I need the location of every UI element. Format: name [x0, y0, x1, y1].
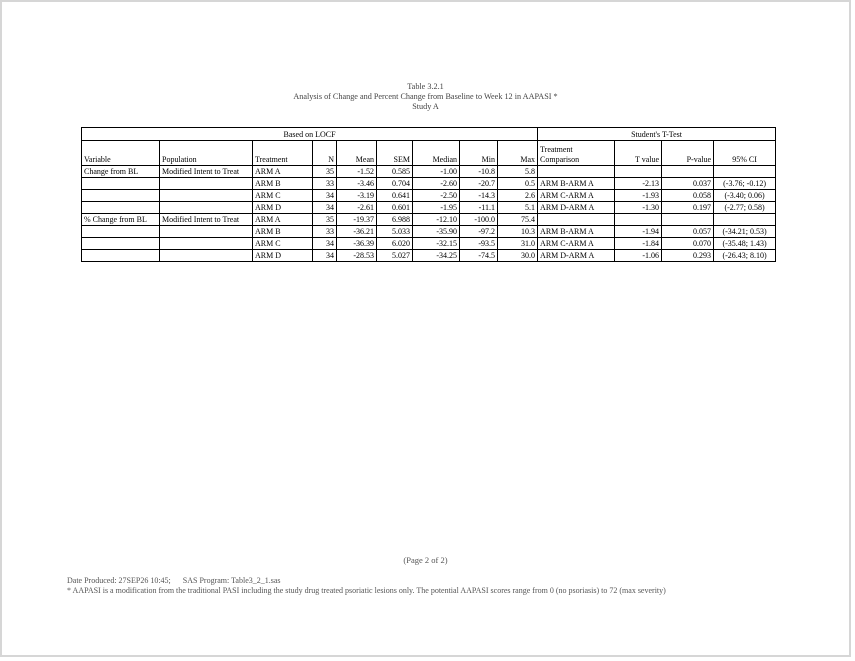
- cell-comparison: ARM C-ARM A: [538, 238, 615, 250]
- cell-ci: (-26.43; 8.10): [714, 250, 776, 262]
- cell-tvalue: -1.30: [615, 202, 662, 214]
- cell-mean: -28.53: [337, 250, 377, 262]
- cell-sem: 6.988: [377, 214, 413, 226]
- cell-ci: (-35.48; 1.43): [714, 238, 776, 250]
- col-header-max: Max: [498, 141, 538, 166]
- cell-median: -12.10: [413, 214, 460, 226]
- cell-mean: -36.39: [337, 238, 377, 250]
- cell-median: -1.95: [413, 202, 460, 214]
- cell-pvalue: 0.070: [662, 238, 714, 250]
- cell-tvalue: [615, 214, 662, 226]
- cell-pvalue: 0.058: [662, 190, 714, 202]
- cell-population: Modified Intent to Treat: [160, 214, 253, 226]
- cell-treatment: ARM C: [253, 238, 313, 250]
- cell-min: -20.7: [460, 178, 498, 190]
- results-table: [81, 127, 776, 262]
- cell-n: 34: [313, 238, 337, 250]
- cell-max: 2.6: [498, 190, 538, 202]
- cell-tvalue: -1.84: [615, 238, 662, 250]
- cell-sem: 0.641: [377, 190, 413, 202]
- cell-ci: (-3.76; -0.12): [714, 178, 776, 190]
- cell-mean: -36.21: [337, 226, 377, 238]
- cell-median: -2.60: [413, 178, 460, 190]
- col-header-ci: 95% CI: [714, 141, 776, 166]
- cell-treatment: ARM A: [253, 214, 313, 226]
- col-header-comparison: [538, 141, 615, 166]
- cell-pvalue: 0.197: [662, 202, 714, 214]
- locf-group-header: Based on LOCF: [82, 128, 538, 141]
- cell-variable: [82, 238, 160, 250]
- cell-variable: [82, 190, 160, 202]
- cell-median: -34.25: [413, 250, 460, 262]
- table-row: [82, 202, 776, 214]
- cell-mean: -3.19: [337, 190, 377, 202]
- cell-pvalue: 0.057: [662, 226, 714, 238]
- col-header-comparison-line1: Treatment: [540, 145, 573, 154]
- table-row: [82, 166, 776, 178]
- cell-n: 33: [313, 226, 337, 238]
- cell-min: -93.5: [460, 238, 498, 250]
- cell-treatment: ARM B: [253, 226, 313, 238]
- cell-variable: [82, 226, 160, 238]
- table-row: [82, 226, 776, 238]
- cell-sem: 0.601: [377, 202, 413, 214]
- cell-max: 10.3: [498, 226, 538, 238]
- cell-variable: Change from BL: [82, 166, 160, 178]
- cell-min: -14.3: [460, 190, 498, 202]
- cell-n: 34: [313, 202, 337, 214]
- column-header-row: [82, 141, 776, 166]
- cell-sem: 5.033: [377, 226, 413, 238]
- study-name: Study A: [412, 102, 439, 111]
- cell-median: -2.50: [413, 190, 460, 202]
- cell-mean: -3.46: [337, 178, 377, 190]
- report-footer: [67, 576, 666, 596]
- cell-ci: (-2.77; 0.58): [714, 202, 776, 214]
- cell-n: 34: [313, 250, 337, 262]
- cell-min: -11.1: [460, 202, 498, 214]
- cell-tvalue: [615, 166, 662, 178]
- cell-max: 75.4: [498, 214, 538, 226]
- footnote: * AAPASI is a modification from the traditional PASI including the study drug treated psoriatic lesions only. The potential AAPASI scores range from 0 (no psoriasis) to 72 (max severity): [67, 586, 666, 595]
- cell-min: -10.8: [460, 166, 498, 178]
- cell-mean: -19.37: [337, 214, 377, 226]
- table-row: [82, 238, 776, 250]
- cell-ci: [714, 214, 776, 226]
- sas-program: SAS Program: Table3_2_1.sas: [182, 576, 281, 585]
- cell-population: [160, 190, 253, 202]
- col-header-median: Median: [413, 141, 460, 166]
- cell-pvalue: [662, 214, 714, 226]
- cell-population: Modified Intent to Treat: [160, 166, 253, 178]
- cell-tvalue: -1.93: [615, 190, 662, 202]
- table-row: [82, 178, 776, 190]
- cell-ci: [714, 166, 776, 178]
- cell-tvalue: -1.94: [615, 226, 662, 238]
- cell-treatment: ARM D: [253, 202, 313, 214]
- cell-max: 30.0: [498, 250, 538, 262]
- cell-n: 33: [313, 178, 337, 190]
- page-number: (Page 2 of 2): [403, 555, 448, 565]
- cell-population: [160, 250, 253, 262]
- table-title: Analysis of Change and Percent Change from Baseline to Week 12 in AAPASI *: [293, 92, 558, 101]
- cell-treatment: ARM C: [253, 190, 313, 202]
- col-header-mean: Mean: [337, 141, 377, 166]
- col-header-treatment: Treatment: [253, 141, 313, 166]
- table-row: [82, 250, 776, 262]
- cell-n: 35: [313, 166, 337, 178]
- cell-mean: -2.61: [337, 202, 377, 214]
- cell-median: -35.90: [413, 226, 460, 238]
- cell-treatment: ARM B: [253, 178, 313, 190]
- cell-mean: -1.52: [337, 166, 377, 178]
- col-header-variable: Variable: [82, 141, 160, 166]
- cell-comparison: ARM D-ARM A: [538, 202, 615, 214]
- cell-pvalue: [662, 166, 714, 178]
- cell-sem: 0.704: [377, 178, 413, 190]
- cell-min: -74.5: [460, 250, 498, 262]
- cell-comparison: ARM B-ARM A: [538, 226, 615, 238]
- cell-comparison: ARM D-ARM A: [538, 250, 615, 262]
- cell-min: -97.2: [460, 226, 498, 238]
- cell-comparison: ARM B-ARM A: [538, 178, 615, 190]
- cell-population: [160, 238, 253, 250]
- cell-variable: [82, 202, 160, 214]
- cell-max: 31.0: [498, 238, 538, 250]
- group-header-row: [82, 128, 776, 141]
- cell-n: 35: [313, 214, 337, 226]
- cell-median: -32.15: [413, 238, 460, 250]
- cell-sem: 5.027: [377, 250, 413, 262]
- table-title-block: [2, 82, 849, 112]
- col-header-comparison-line2: Comparison: [540, 155, 580, 164]
- cell-sem: 0.585: [377, 166, 413, 178]
- cell-treatment: ARM D: [253, 250, 313, 262]
- cell-comparison: [538, 166, 615, 178]
- cell-variable: [82, 178, 160, 190]
- date-produced: Date Produced: 27SEP26 10:45;: [67, 576, 171, 585]
- cell-max: 5.8: [498, 166, 538, 178]
- table-number: Table 3.2.1: [407, 82, 444, 91]
- cell-min: -100.0: [460, 214, 498, 226]
- col-header-population: Population: [160, 141, 253, 166]
- cell-population: [160, 226, 253, 238]
- col-header-pvalue: P-value: [662, 141, 714, 166]
- cell-ci: (-34.21; 0.53): [714, 226, 776, 238]
- cell-pvalue: 0.037: [662, 178, 714, 190]
- footer-production-line: [67, 576, 666, 586]
- cell-ci: (-3.40; 0.06): [714, 190, 776, 202]
- cell-comparison: [538, 214, 615, 226]
- cell-variable: [82, 250, 160, 262]
- ttest-group-header: Student's T-Test: [538, 128, 776, 141]
- table-row: [82, 190, 776, 202]
- cell-sem: 6.020: [377, 238, 413, 250]
- cell-population: [160, 178, 253, 190]
- cell-pvalue: 0.293: [662, 250, 714, 262]
- cell-variable: % Change from BL: [82, 214, 160, 226]
- table-row: [82, 214, 776, 226]
- cell-tvalue: -1.06: [615, 250, 662, 262]
- col-header-min: Min: [460, 141, 498, 166]
- cell-population: [160, 202, 253, 214]
- col-header-sem: SEM: [377, 141, 413, 166]
- cell-median: -1.00: [413, 166, 460, 178]
- cell-max: 0.5: [498, 178, 538, 190]
- col-header-n: N: [313, 141, 337, 166]
- cell-max: 5.1: [498, 202, 538, 214]
- cell-comparison: ARM C-ARM A: [538, 190, 615, 202]
- cell-tvalue: -2.13: [615, 178, 662, 190]
- cell-treatment: ARM A: [253, 166, 313, 178]
- col-header-tvalue: T value: [615, 141, 662, 166]
- cell-n: 34: [313, 190, 337, 202]
